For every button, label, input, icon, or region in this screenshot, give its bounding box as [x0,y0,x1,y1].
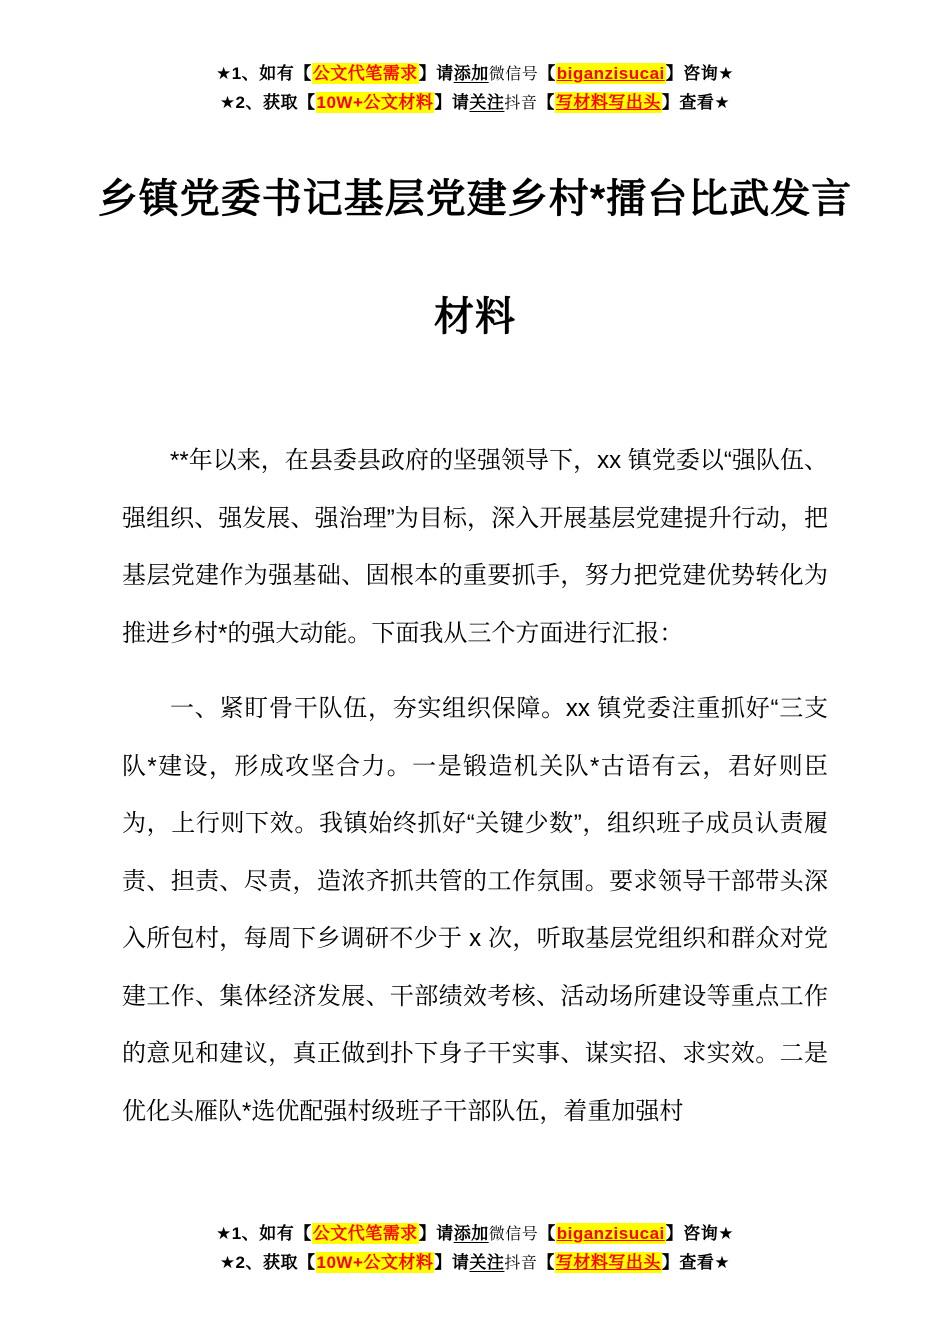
notice-tail-text: 】查看★ [661,1253,731,1272]
underline-follow: 关注 [469,1253,505,1272]
notice-lead-text: ★2、获取【 [219,93,316,112]
title-line-1: 乡镇党委书记基层党建乡村*擂台比武发言 [97,177,853,221]
underline-add: 添加 [453,1224,489,1243]
bracket-open: 【 [537,1253,555,1272]
header-notice-line-2 [0,89,950,118]
header-notice [0,0,950,118]
highlight-materials: 10W+公文材料 [316,93,434,112]
highlight-materials: 10W+公文材料 [316,1253,434,1272]
notice-lead-text: ★2、获取【 [219,1253,316,1272]
notice-tail-text: 】咨询★ [665,1224,734,1243]
text-please: 】请 [418,64,454,83]
footer-notice [0,1220,950,1278]
header-notice-line-1 [0,60,950,89]
text-please: 】请 [434,93,470,112]
highlight-douyin-name: 写材料写出头 [555,1253,661,1272]
highlight-writing-service: 公文代笔需求 [312,1224,418,1243]
notice-lead-text: ★1、如有【 [216,1224,312,1243]
bracket-open: 【 [538,64,556,83]
highlight-douyin-name: 写材料写出头 [555,93,661,112]
footer-notice-line-1 [0,1220,950,1249]
footer-notice-line-2 [0,1249,950,1278]
paragraph-section-one: 一、紧盯骨干队伍，夯实组织保障。xx 镇党委注重抓好“三支队*建设，形成攻坚合力。一是锻造机关队*古语有云，君好则臣为，上行则下效。我镇始终抓好“关键少数”，组织班子成员认责履责、担责、尽责，造浓齐抓共管的工作氛围。要求领导干部带头深入所包村，每周下乡调研不少于 x 次，听取基层党组织和群众对党建工作、集体经济发展、干部绩效考核、活动场所建设等重点工作的意见和建议，真正做到扑下身子干实事、谋实招、求实效。二是优化头雁队*选优配强村级班子干部队伍，着重加强村 [122,695,828,1125]
text-douyin: 抖音 [504,95,538,112]
notice-lead-text: ★1、如有【 [216,64,312,83]
text-please: 】请 [434,1253,470,1272]
underline-add: 添加 [453,64,489,83]
bracket-open: 【 [537,93,555,112]
highlight-wechat-id: biganzisucai [556,1224,665,1243]
title-line-2: 材料 [434,295,516,339]
text-please: 】请 [418,1224,454,1243]
bracket-open: 【 [538,1224,556,1243]
text-wechat: 微信号 [488,1226,539,1243]
text-douyin: 抖音 [504,1255,538,1272]
document-body [122,432,828,1140]
document-title [70,140,880,376]
paragraph-intro: **年以来，在县委县政府的坚强领导下，xx 镇党委以“强队伍、强组织、强发展、强治理”为目标，深入开展基层党建提升行动，把基层党建作为强基础、固根本的重要抓手，努力把党建优势转化为推进乡村*的强大动能。下面我从三个方面进行汇报： [122,447,828,647]
notice-tail-text: 】咨询★ [665,64,734,83]
underline-follow: 关注 [469,93,505,112]
text-wechat: 微信号 [488,66,539,83]
highlight-wechat-id: biganzisucai [556,64,665,83]
highlight-writing-service: 公文代笔需求 [312,64,418,83]
notice-tail-text: 】查看★ [661,93,731,112]
